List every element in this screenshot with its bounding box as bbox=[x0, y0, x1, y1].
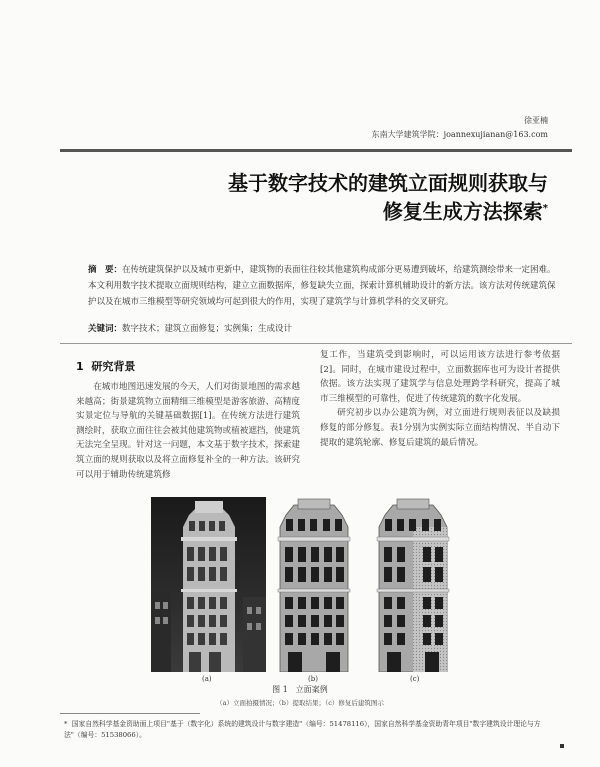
keywords bbox=[88, 322, 292, 334]
article-title-line1: 基于数字技术的建筑立面规则获取与 bbox=[228, 171, 548, 195]
figure-photo-c bbox=[367, 497, 459, 672]
figure-sublabel-c: (c) bbox=[410, 675, 420, 683]
footnote-text: 国家自然科学基金资助面上项目"基于（数字化）系统的建筑设计与数字建造"（编号：51478116），国家自然科学基金资助青年项目"数字建筑设计理论与方法"（编号：51538066）。 bbox=[64, 720, 541, 739]
figure-sub-caption: （a）立面拍摄情况；（b）提取结果；（c）修复后建筑图示 bbox=[216, 699, 384, 707]
article-title-line2: 修复生成方法探索* bbox=[382, 199, 548, 224]
paragraph: 研究初步以办公建筑为例，对立面进行规则表征以及缺损修复的部分修复。表1分别为实例实际立面结构情况、半自动下提取的建筑轮廓、修复后建筑的最后情况。 bbox=[320, 408, 560, 448]
author-affiliation: 东南大学建筑学院：joannexujianan@163.com bbox=[371, 130, 548, 139]
title-footnote-mark: * bbox=[542, 203, 548, 214]
figure-caption: 图 1 立面案例 bbox=[272, 685, 328, 694]
footnote-mark: * bbox=[64, 720, 68, 728]
abstract bbox=[88, 262, 558, 310]
author-name: 徐亚楠 bbox=[524, 116, 548, 125]
abstract-rule bbox=[60, 343, 572, 344]
footnote-rule bbox=[60, 713, 200, 714]
paragraph: 在城市地图迅速发展的今天，人们对街景地图的需求越来越高；街景建筑物立面精细三维模型是游客旅游、高精度实景定位与导航的关键基础数据[1]。在传统方法进行建筑测绘时，获取立面往往会被其他建筑物或植被遮挡，使建筑无法完全呈现。针对这一问题，本文基于数字技术，探索建筑立面的规则获取以及将立面修复补全的一种方法。该研究可以用于辅助传统建筑修 bbox=[76, 382, 300, 480]
keywords-text: 数字技术；建筑立面修复；实例集；生成设计 bbox=[122, 324, 293, 334]
figure-photo-b bbox=[268, 497, 360, 672]
figure-photo-a bbox=[151, 497, 266, 672]
section-heading: 1 研究背景 bbox=[76, 360, 136, 373]
figure-sublabel-b: (b) bbox=[308, 675, 318, 683]
header-rule bbox=[60, 149, 572, 152]
abstract-text: 在传统建筑保护以及城市更新中，建筑物的表面往往较其他建筑构成部分更易遭到破坏，给建筑测绘带来一定困难。本文利用数字技术提取立面规则结构，建立立面数据库，修复缺失立面，探索计算机辅助设计的新方法。该方法对传统建筑保护以及在城市三维模型等研究领域均可起到很大的作用，实现了建筑学与计算机学科的交叉研究。 bbox=[88, 265, 556, 307]
page-marker bbox=[560, 744, 564, 748]
body-column-left bbox=[76, 360, 300, 482]
keywords-label: 关键词： bbox=[88, 324, 123, 334]
figure-sublabel-a: (a) bbox=[202, 675, 212, 683]
paragraph: 复工作，当建筑受到影响时，可以运用该方法进行参考依据[2]。同时，在城市建设过程中，立面数据库也可为设计者提供依据。该方法实现了建筑学与信息处理跨学科研究，提高了城市三维模型的可靠性，促进了传统建筑的数字化发展。 bbox=[320, 350, 560, 404]
body-column-right bbox=[320, 348, 560, 450]
footnote bbox=[64, 719, 564, 741]
abstract-label: 摘 要： bbox=[88, 265, 123, 275]
